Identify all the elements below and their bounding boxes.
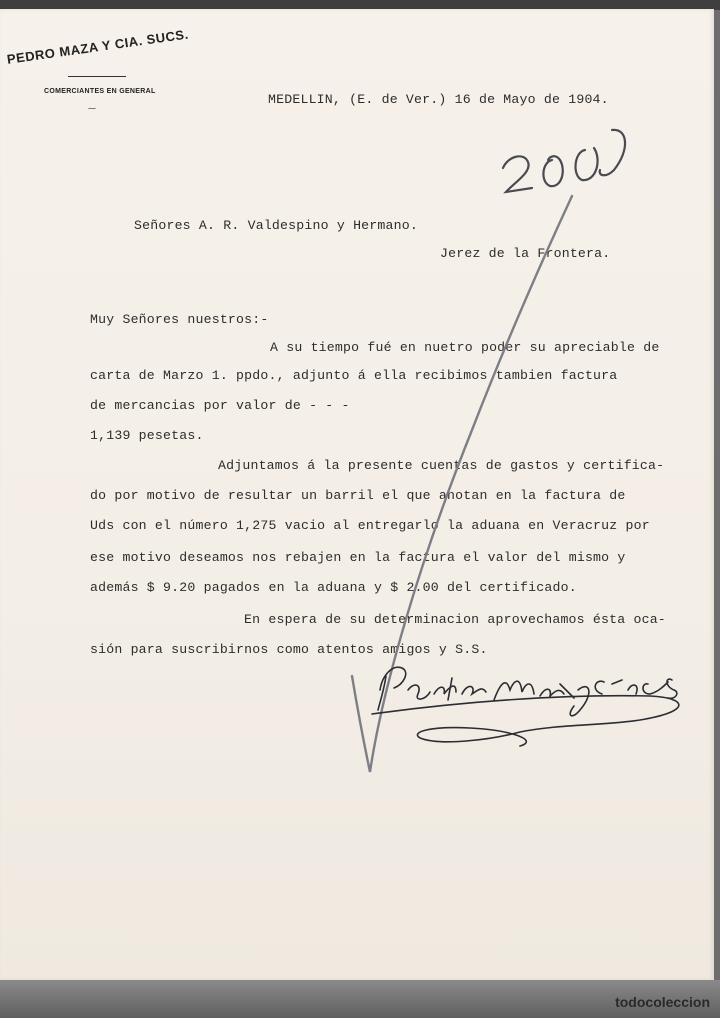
scan-bottom-edge — [0, 980, 720, 1018]
body-line: Adjuntamos á la presente cuentas de gastos y certifica- — [218, 458, 665, 473]
body-line: carta de Marzo 1. ppdo., adjunto á ella recibimos tambien factura — [90, 368, 618, 383]
body-line: 1,139 pesetas. — [90, 428, 204, 443]
body-line: Uds con el número 1,275 vacio al entregarlo la aduana en Veracruz por — [90, 518, 650, 533]
body-line: ese motivo deseamos nos rebajen en la factura el valor del mismo y — [90, 550, 626, 565]
letterhead — [6, 26, 196, 114]
letterhead-rule — [68, 76, 126, 77]
company-name: PEDRO MAZA Y CIA. SUCS. — [6, 26, 190, 67]
salutation: Muy Señores nuestros:- — [90, 312, 269, 327]
body-line: además $ 9.20 pagados en la aduana y $ 2.00 del certificado. — [90, 580, 577, 595]
ornament-icon: ⁓ — [88, 105, 96, 114]
addressee-name: Señores A. R. Valdespino y Hermano. — [134, 218, 418, 233]
body-line: En espera de su determinacion aprovechamos ésta oca- — [244, 612, 666, 627]
date-line: MEDELLIN, (E. de Ver.) 16 de Mayo de 1904. — [268, 92, 609, 107]
body-line: de mercancias por valor de - - - — [90, 398, 350, 413]
addressee-city: Jerez de la Frontera. — [440, 246, 611, 261]
body-line: A su tiempo fué en nuetro poder su apreciable de — [270, 340, 660, 355]
body-line: do por motivo de resultar un barril el que anotan en la factura de — [90, 488, 626, 503]
body-line: sión para suscribirnos como atentos amigos y S.S. — [90, 642, 488, 657]
watermark: todocoleccion — [615, 994, 710, 1010]
company-tagline: COMERCIANTES EN GENERAL — [44, 88, 156, 95]
